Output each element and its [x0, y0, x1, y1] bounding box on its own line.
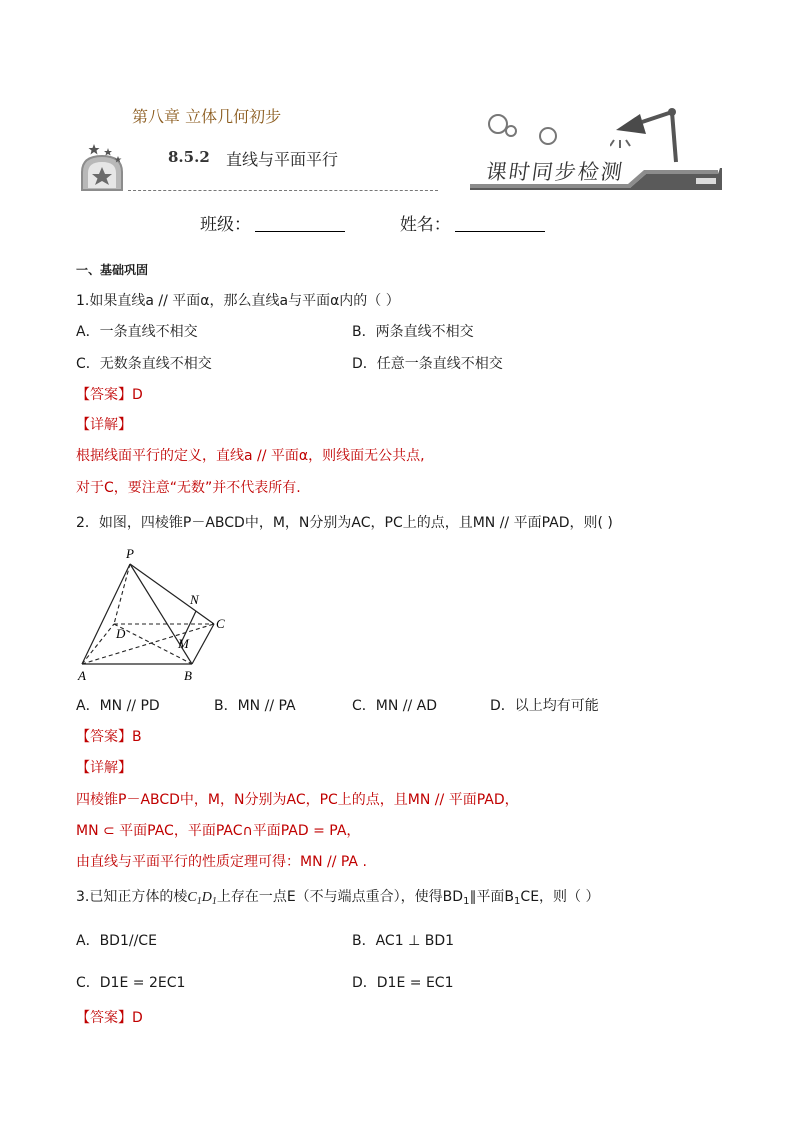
- answer-label: 【答案】: [76, 729, 132, 745]
- question-3-stem: 3.已知正方体的棱$C_1D_1$上存在一点E（不与端点重合），使得$BD_1\parallel$平面$B_1CE$，则（ ）: [76, 889, 600, 907]
- q1-option-d: D．任意一条直线不相交: [352, 356, 503, 372]
- q3-option-a: A．BD1//CE: [76, 933, 157, 949]
- q2-option-d: D．以上均有可能: [490, 698, 599, 714]
- name-label: 姓名：: [399, 215, 451, 235]
- q3-stem-part-4: CE，则（ ）: [520, 889, 600, 905]
- q3-edge-c1d1: $C_1D_1$: [187, 890, 217, 907]
- vertex-label-m: M: [178, 636, 189, 651]
- q1-option-c: C．无数条直线不相交: [76, 356, 212, 372]
- q3-option-d: D．D1E = EC1: [352, 975, 454, 991]
- banner-text: 课时同步检测: [484, 160, 626, 184]
- section-number: 8.5.2: [168, 148, 210, 166]
- section-title: 直线与平面平行: [226, 150, 339, 169]
- q3-stem-part-3: ∥平面B: [469, 889, 515, 905]
- answer-value: D: [132, 387, 143, 403]
- q1-option-a: A．一条直线不相交: [76, 324, 198, 340]
- chapter-title: 第八章 立体几何初步: [132, 107, 282, 126]
- q3-option-c: C．D1E = 2EC1: [76, 975, 186, 991]
- answer-value: B: [132, 729, 142, 745]
- q1-explain-line-2: 对于C，要注意“无数”并不代表所有.: [76, 480, 301, 496]
- student-info: [200, 210, 545, 235]
- q3-stem-part-1: 3.已知正方体的棱: [76, 889, 188, 905]
- q3-stem-part-2: 上存在一点E（不与端点重合），使得BD: [216, 889, 464, 905]
- header-divider: [128, 190, 438, 191]
- class-label: 班级：: [200, 215, 251, 235]
- class-blank[interactable]: [255, 215, 345, 232]
- question-1-stem: 1.如果直线a // 平面α，那么直线a与平面α内的（ ）: [76, 293, 400, 309]
- q1-answer: [76, 384, 143, 404]
- q1-explain-label: 【详解】: [76, 417, 132, 433]
- q2-option-a: A．MN // PD: [76, 698, 160, 714]
- vertex-label-n: N: [190, 592, 199, 607]
- vertex-label-a: A: [78, 668, 86, 683]
- part-title: 一、基础巩固: [76, 263, 149, 277]
- q2-option-b: B．MN // PA: [214, 698, 296, 714]
- header: [0, 0, 794, 200]
- star-badge-icon: [78, 142, 130, 192]
- name-blank[interactable]: [455, 215, 545, 232]
- q2-explain-line-3: 由直线与平面平行的性质定理可得：MN // PA .: [76, 854, 367, 870]
- answer-label: 【答案】: [76, 1010, 132, 1026]
- question-2-stem: 2．如图，四棱锥P－ABCD中，M，N分别为AC，PC上的点，且MN // 平面PAD，则( ): [76, 515, 613, 531]
- q3-option-b: B．AC1 ⊥ BD1: [352, 933, 455, 949]
- q2-explain-line-2: MN ⊂ 平面PAC，平面PAC∩平面PAD = PA，: [76, 823, 361, 839]
- answer-value: D: [132, 1010, 143, 1026]
- q1-explain-line-1: 根据线面平行的定义，直线a // 平面α，则线面无公共点,: [76, 448, 425, 464]
- vertex-label-b: B: [184, 668, 192, 683]
- vertex-label-d: D: [116, 626, 126, 641]
- q3-answer: [76, 1007, 143, 1027]
- q2-answer: [76, 726, 142, 746]
- pyramid-figure: [74, 544, 234, 684]
- vertex-label-p: P: [126, 546, 134, 561]
- vertex-label-c: C: [216, 616, 225, 631]
- q1-option-b: B．两条直线不相交: [352, 324, 474, 340]
- q2-option-c: C．MN // AD: [352, 698, 438, 714]
- q2-explain-line-1: 四棱锥P－ABCD中，M，N分别为AC，PC上的点，且MN // 平面PAD，: [76, 792, 519, 808]
- q2-explain-label: 【详解】: [76, 760, 132, 776]
- answer-label: 【答案】: [76, 387, 132, 403]
